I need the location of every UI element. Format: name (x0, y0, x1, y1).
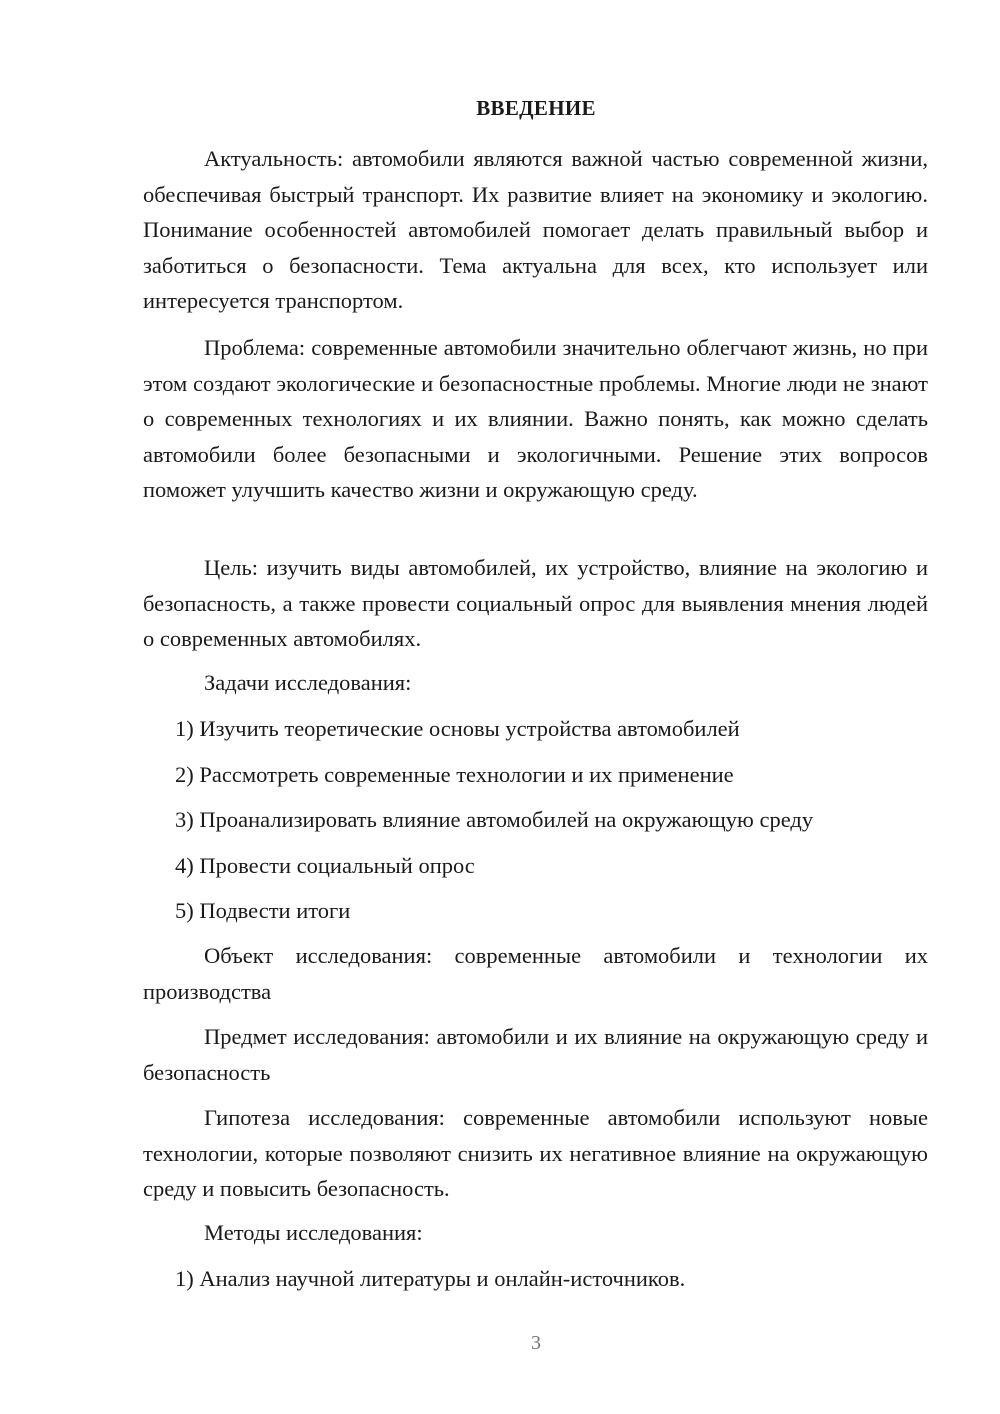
task-item: 2) Рассмотреть современные технологии и их применение (175, 762, 734, 787)
page-number: 3 (531, 1332, 541, 1354)
page-title: ВВЕДЕНИЕ (476, 96, 596, 120)
method-item: 1) Анализ научной литературы и онлайн-источников. (175, 1266, 686, 1291)
task-item: 1) Изучить теоретические основы устройства автомобилей (175, 716, 740, 741)
problem-paragraph: Проблема: современные автомобили значительно облегчают жизнь, но при этом создают экологические и безопасностные проблемы. Многие люди не знают о современных технологиях и их влиянии. Важно понять, как можно сделать автомобили более безопасными и экологичными. Решение этих вопросов поможет улучшить качество жизни и окружающую среду. (143, 335, 928, 502)
subject-paragraph: Предмет исследования: автомобили и их влияние на окружающую среду и безопасность (143, 1024, 928, 1085)
relevance-paragraph: Актуальность: автомобили являются важной частью современной жизни, обеспечивая быстрый транспорт. Их развитие влияет на экономику и экологию. Понимание особенностей автомобилей помогает делать правильный выбор и заботиться о безопасности. Тема актуальна для всех, кто использует или интересуется транспортом. (143, 146, 928, 313)
task-item: 4) Провести социальный опрос (175, 853, 475, 878)
goal-paragraph: Цель: изучить виды автомобилей, их устройство, влияние на экологию и безопасность, а также провести социальный опрос для выявления мнения людей о современных автомобилях. (143, 555, 928, 651)
hypothesis-paragraph: Гипотеза исследования: современные автомобили используют новые технологии, которые позволяют снизить их негативное влияние на окружающую среду и повысить безопасность. (143, 1105, 928, 1201)
object-paragraph: Объект исследования: современные автомобили и технологии их производства (143, 943, 928, 1004)
methods-label: Методы исследования: (204, 1220, 423, 1245)
task-item: 5) Подвести итоги (175, 898, 351, 923)
task-item: 3) Проанализировать влияние автомобилей на окружающую среду (175, 807, 814, 832)
tasks-label: Задачи исследования: (204, 670, 412, 695)
